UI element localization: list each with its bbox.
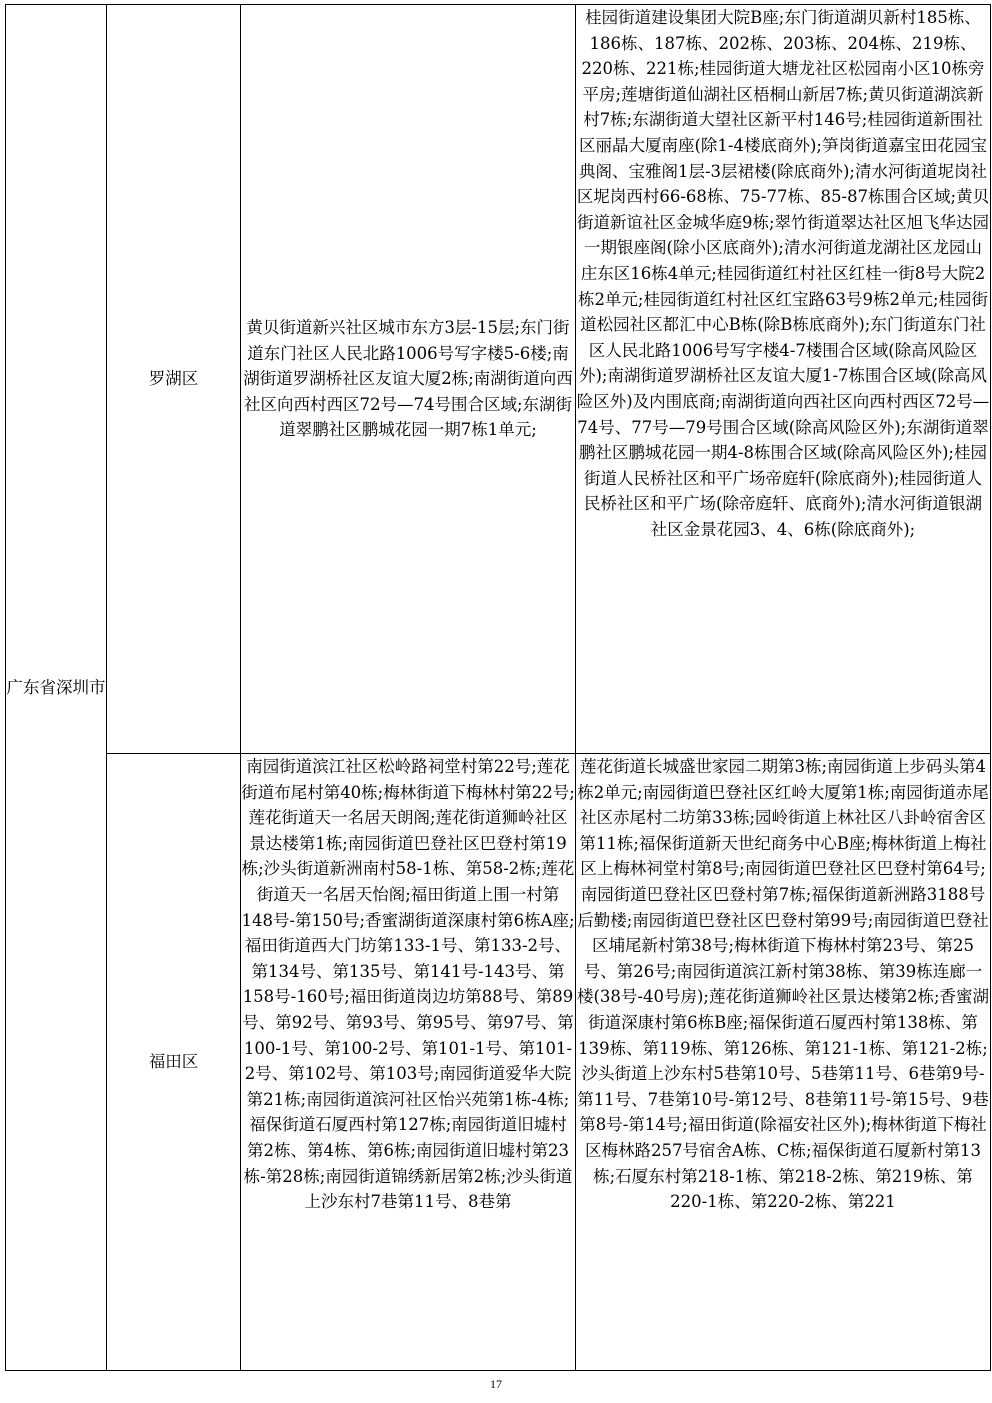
mid-risk-cell: 桂园街道建设集团大院B座;东门街道湖贝新村185栋、186栋、187栋、202栋、203栋、204栋、219栋、220栋、221栋;桂园街道大塘龙社区松园南小区10栋旁平房;莲塘街道仙湖社区梧桐山新居7栋;黄贝街道湖滨新村7栋;东湖街道大望社区新平村146号;桂园街道新围社区丽晶大厦南座(除1-4楼底商外);笋岗街道嘉宝田花园宝典阁、宝雅阁1层-3层裙楼(除底商外);清水河街道坭岗社区坭岗西村66-68栋、75-77栋、85-87栋围合区域;黄贝街道新谊社区金城华庭9栋;翠竹街道翠达社区旭飞华达园一期银座阁(除小区底商外);清水河街道龙湖社区龙园山庄东区16栋4单元;桂园街道红村社区红桂一街8号大院2栋2单元;桂园街道红村社区红宝路63号9栋2单元;桂园街道松园社区都汇中心B栋(除B栋底商外);东门街道东门社区人民北路1006号写字楼4-7楼围合区域(除高风险区外);南湖街道罗湖桥社区友谊大厦1-7栋围合区域(除高风险区外)及内围底商;南湖街道向西社区向西村西区72号—74号、77号—79号围合区域(除高风险区外);东湖街道翠鹏社区鹏城花园一期4-8栋围合区域(除高风险区外);桂园街道人民桥社区和平广场帝庭轩(除底商外);桂园街道人民桥社区和平广场(除帝庭轩、底商外);清水河街道银湖社区金景花园3、4、6栋(除底商外); <box>576 5 991 754</box>
province-cell: 广东省深圳市 <box>6 5 107 1371</box>
high-risk-cell: 南园街道滨江社区松岭路祠堂村第22号;莲花街道布尾村第40栋;梅林街道下梅林村第22号;莲花街道天一名居天朗阁;莲花街道狮岭社区景达楼第1栋;南园街道巴登社区巴登村第19栋;沙头街道新洲南村58-1栋、第58-2栋;莲花街道天一名居天怡阁;福田街道上围一村第148号-第150号;香蜜湖街道深康村第6栋A座;福田街道西大门坊第133-1号、第133-2号、第134号、第135号、第141号-143号、第158号-160号;福田街道岗边坊第88号、第89号、第92号、第93号、第95号、第97号、第100-1号、第100-2号、第101-1号、第101-2号、第102号、第103号;南园街道爱华大院第21栋;南园街道滨河社区怡兴苑第1栋-4栋;福保街道石厦西村第127栋;南园街道旧墟村第2栋、第4栋、第6栋;南园街道旧墟村第23栋-第28栋;南园街道锦绣新居第2栋;沙头街道上沙东村7巷第11号、8巷第 <box>241 754 576 1371</box>
table-row <box>6 5 991 754</box>
table-row <box>6 754 991 1371</box>
district-cell: 罗湖区 <box>107 5 241 754</box>
district-cell: 福田区 <box>107 754 241 1371</box>
high-risk-cell: 黄贝街道新兴社区城市东方3层-15层;东门街道东门社区人民北路1006号写字楼5-6楼;南湖街道罗湖桥社区友谊大厦2栋;南湖街道向西社区向西村西区72号—74号围合区域;东湖街道翠鹏社区鹏城花园一期7栋1单元; <box>241 5 576 754</box>
page-number: 17 <box>490 1377 502 1391</box>
risk-area-table <box>5 4 991 1371</box>
mid-risk-cell: 莲花街道长城盛世家园二期第3栋;南园街道上步码头第4栋2单元;南园街道巴登社区红岭大厦第1栋;南园街道赤尾社区赤尾村二坊第33栋;园岭街道上林社区八卦岭宿舍区第11栋;福保街道新天世纪商务中心B座;梅林街道上梅社区上梅林祠堂村第8号;南园街道巴登社区巴登村第64号;南园街道巴登社区巴登村第7栋;福保街道新洲路3188号后勤楼;南园街道巴登社区巴登村第99号;南园街道巴登社区埔尾新村第38号;梅林街道下梅林村第23号、第25号、第26号;南园街道滨江新村第38栋、第39栋连廊一楼(38号-40号房);莲花街道狮岭社区景达楼第2栋;香蜜湖街道深康村第6栋B座;福保街道石厦西村第138栋、第139栋、第119栋、第126栋、第121-1栋、第121-2栋;沙头街道上沙东村5巷第10号、5巷第11号、6巷第9号-第11号、7巷第10号-第12号、8巷第11号-第15号、9巷第8号-第14号;福田街道(除福安社区外);梅林街道下梅社区梅林路257号宿舍A栋、C栋;福保街道石厦新村第13栋;石厦东村第218-1栋、第218-2栋、第219栋、第220-1栋、第220-2栋、第221 <box>576 754 991 1371</box>
